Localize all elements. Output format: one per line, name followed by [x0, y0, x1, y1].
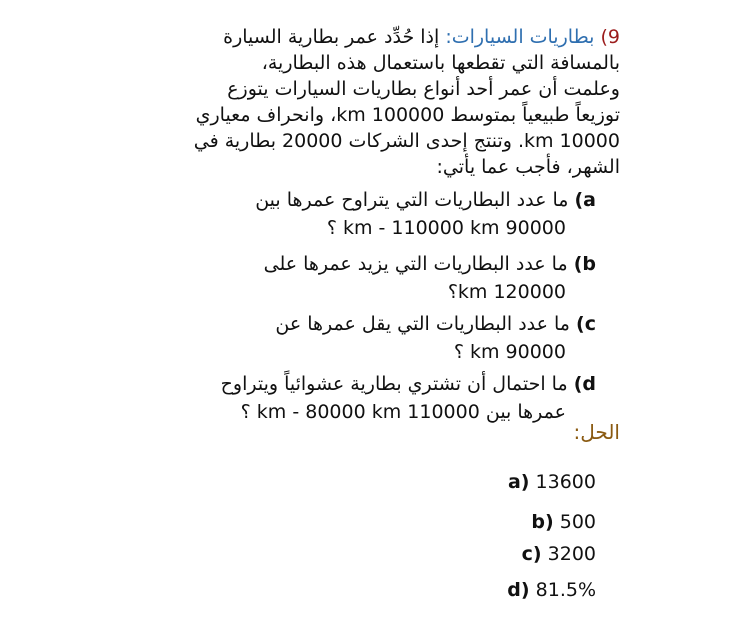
question-a-letter: a) [574, 189, 596, 211]
question-d-letter: d) [573, 373, 596, 395]
problem-line-2: بالمسافة التي تقطعها باستعمال هذه البطارية، [261, 52, 620, 74]
question-c-letter: c) [576, 313, 596, 335]
problem-line-1 [190, 24, 620, 50]
question-a-text: ما عدد البطاريات التي يتراوح عمرها بين [255, 189, 569, 211]
answer-a-value: 13600 [535, 471, 596, 493]
problem-line-6: الشهر، فأجب عما يأتي: [436, 156, 620, 178]
answer-c-letter: c) [521, 543, 542, 565]
problem-topic: بطاريات السيارات: [445, 26, 595, 48]
answer-c-value: 3200 [547, 543, 596, 565]
question-c [176, 310, 596, 366]
question-d-text: ما احتمال أن تشتري بطارية عشوائياً ويتراوح [220, 373, 568, 395]
problem-line-1-text: إذا حُدِّد عمر بطارية السيارة [223, 26, 440, 48]
question-c-range: 90000 km ؟ [453, 341, 566, 363]
problem-line-3: وعلمت أن عمر أحد أنواع بطاريات السيارات يتوزع [227, 78, 620, 100]
question-a [176, 186, 596, 242]
answer-a [396, 468, 596, 496]
question-b [176, 250, 596, 306]
question-c-text: ما عدد البطاريات التي يقل عمرها عن [275, 313, 570, 335]
question-d [176, 370, 596, 426]
answer-b [396, 508, 596, 536]
solution-label: الحل: [573, 420, 620, 444]
question-b-letter: b) [573, 253, 596, 275]
problem-statement [190, 24, 620, 180]
question-b-text: ما عدد البطاريات التي يزيد عمرها على [263, 253, 568, 275]
problem-line-4: توزيعاً طبيعياً بمتوسط 100000 km، وانحراف معياري [195, 104, 620, 126]
answer-c [396, 540, 596, 568]
problem-line-5: 10000 km. وتنتج إحدى الشركات 20000 بطارية في [193, 130, 620, 152]
question-b-range: 120000 km؟ [447, 281, 566, 303]
answer-b-value: 500 [559, 511, 596, 533]
answer-a-letter: a) [507, 471, 530, 493]
problem-number: 9) [600, 26, 620, 48]
answer-d-letter: d) [507, 579, 530, 601]
answer-d [396, 576, 596, 604]
question-a-range: 90000 km - 110000 km ؟ [326, 217, 566, 239]
answer-b-letter: b) [531, 511, 554, 533]
answer-d-value: 81.5% [535, 579, 596, 601]
question-d-range: عمرها بين 110000 km - 80000 km ؟ [240, 401, 566, 423]
